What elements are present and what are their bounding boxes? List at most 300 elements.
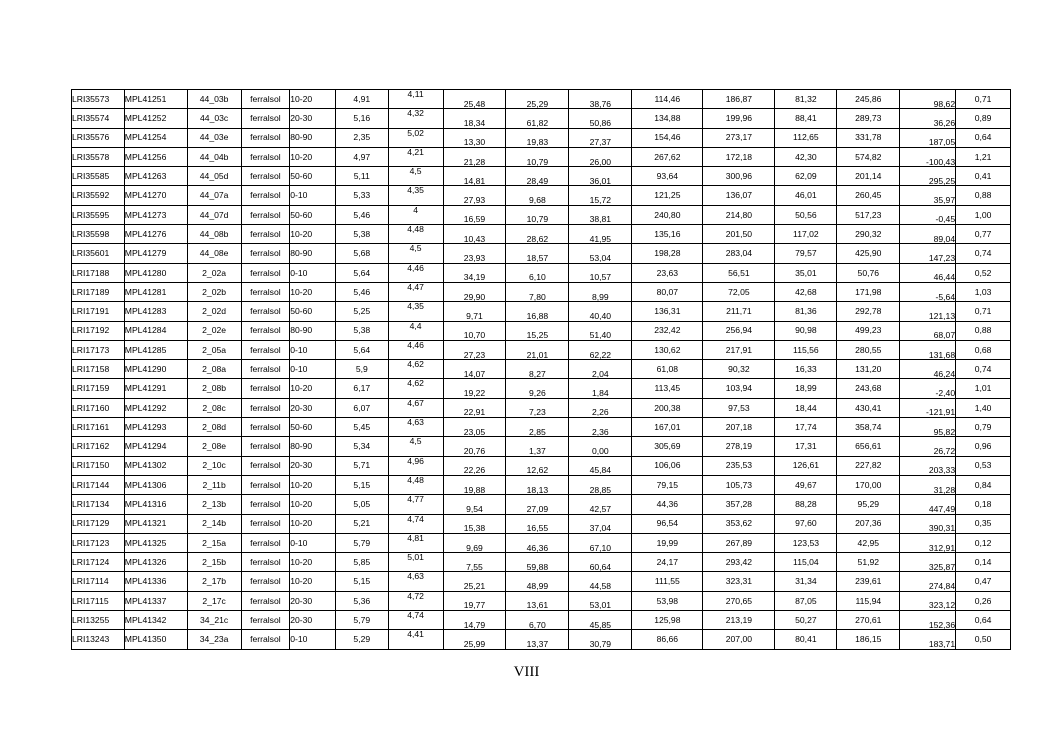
table-cell: 10,57 bbox=[569, 263, 632, 282]
table-cell: 126,61 bbox=[775, 456, 837, 475]
table-cell: 95,82 bbox=[900, 418, 956, 437]
table-cell: 214,80 bbox=[703, 205, 775, 224]
table-cell: LRI17150 bbox=[72, 456, 125, 475]
table-cell: 274,84 bbox=[900, 572, 956, 591]
table-cell: 4,47 bbox=[388, 282, 443, 301]
table-cell: 46,01 bbox=[775, 186, 837, 205]
table-cell: 134,88 bbox=[632, 109, 703, 128]
table-cell: 9,54 bbox=[443, 495, 506, 514]
table-cell: MPL41325 bbox=[124, 533, 187, 552]
table-cell: ferralsol bbox=[241, 282, 290, 301]
table-cell: 447,49 bbox=[900, 495, 956, 514]
table-cell: 183,71 bbox=[900, 630, 956, 649]
table-cell: 5,05 bbox=[335, 495, 388, 514]
table-cell: 28,85 bbox=[569, 475, 632, 494]
table-cell: 15,72 bbox=[569, 186, 632, 205]
table-cell: 4,35 bbox=[388, 186, 443, 205]
table-cell: 4 bbox=[388, 205, 443, 224]
table-cell: 273,17 bbox=[703, 128, 775, 147]
table-cell: 98,62 bbox=[900, 90, 956, 109]
table-cell: MPL41290 bbox=[124, 360, 187, 379]
table-cell: 207,36 bbox=[837, 514, 900, 533]
table-cell: 0,84 bbox=[956, 475, 1011, 494]
table-cell: 217,91 bbox=[703, 340, 775, 359]
table-cell: 44,58 bbox=[569, 572, 632, 591]
table-row bbox=[72, 456, 1011, 475]
table-cell: 4,62 bbox=[388, 379, 443, 398]
table-cell: 4,46 bbox=[388, 263, 443, 282]
table-cell: 207,18 bbox=[703, 418, 775, 437]
table-cell: 7,80 bbox=[506, 282, 569, 301]
table-cell: 50-60 bbox=[290, 418, 336, 437]
table-cell: 62,22 bbox=[569, 340, 632, 359]
table-cell: ferralsol bbox=[241, 456, 290, 475]
table-cell: 135,16 bbox=[632, 225, 703, 244]
table-cell: 37,04 bbox=[569, 514, 632, 533]
table-cell: 5,01 bbox=[388, 553, 443, 572]
table-cell: 2_14b bbox=[187, 514, 241, 533]
table-cell: 21,01 bbox=[506, 340, 569, 359]
table-cell: ferralsol bbox=[241, 128, 290, 147]
table-cell: 187,05 bbox=[900, 128, 956, 147]
table-cell: 80-90 bbox=[290, 321, 336, 340]
table-cell: 2_08e bbox=[187, 437, 241, 456]
table-cell: LRI17158 bbox=[72, 360, 125, 379]
table-cell: LRI17159 bbox=[72, 379, 125, 398]
table-cell: 270,65 bbox=[703, 591, 775, 610]
table-cell: 44_03b bbox=[187, 90, 241, 109]
table-cell: 34_23a bbox=[187, 630, 241, 649]
table-cell: 9,69 bbox=[443, 533, 506, 552]
table-cell: ferralsol bbox=[241, 553, 290, 572]
table-cell: 14,07 bbox=[443, 360, 506, 379]
table-cell: 8,99 bbox=[569, 282, 632, 301]
table-cell: LRI35598 bbox=[72, 225, 125, 244]
table-cell: 121,13 bbox=[900, 302, 956, 321]
table-row bbox=[72, 186, 1011, 205]
table-cell: LRI13255 bbox=[72, 611, 125, 630]
table-cell: 2_08a bbox=[187, 360, 241, 379]
table-cell: MPL41270 bbox=[124, 186, 187, 205]
table-cell: 0-10 bbox=[290, 186, 336, 205]
table-cell: ferralsol bbox=[241, 225, 290, 244]
table-cell: 171,98 bbox=[837, 282, 900, 301]
table-cell: 19,88 bbox=[443, 475, 506, 494]
table-cell: 203,33 bbox=[900, 456, 956, 475]
table-cell: 50-60 bbox=[290, 302, 336, 321]
table-cell: LRI17124 bbox=[72, 553, 125, 572]
table-cell: 4,5 bbox=[388, 167, 443, 186]
table-cell: MPL41256 bbox=[124, 147, 187, 166]
table-cell: 72,05 bbox=[703, 282, 775, 301]
table-cell: 42,68 bbox=[775, 282, 837, 301]
table-cell: -0,45 bbox=[900, 205, 956, 224]
table-cell: 5,64 bbox=[335, 340, 388, 359]
table-cell: LRI35576 bbox=[72, 128, 125, 147]
table-cell: 19,99 bbox=[632, 533, 703, 552]
table-row bbox=[72, 379, 1011, 398]
table-cell: 207,00 bbox=[703, 630, 775, 649]
table-cell: 38,81 bbox=[569, 205, 632, 224]
table-cell: 5,25 bbox=[335, 302, 388, 321]
table-cell: 16,88 bbox=[506, 302, 569, 321]
table-cell: MPL41263 bbox=[124, 167, 187, 186]
table-cell: 331,78 bbox=[837, 128, 900, 147]
table-cell: MPL41302 bbox=[124, 456, 187, 475]
table-cell: 6,07 bbox=[335, 398, 388, 417]
table-cell: ferralsol bbox=[241, 418, 290, 437]
table-cell: 4,46 bbox=[388, 340, 443, 359]
table-cell: 172,18 bbox=[703, 147, 775, 166]
table-cell: LRI17144 bbox=[72, 475, 125, 494]
table-cell: 0-10 bbox=[290, 340, 336, 359]
table-cell: 53,98 bbox=[632, 591, 703, 610]
table-cell: 25,21 bbox=[443, 572, 506, 591]
table-cell: 0,74 bbox=[956, 360, 1011, 379]
table-cell: -5,64 bbox=[900, 282, 956, 301]
table-cell: 44_08e bbox=[187, 244, 241, 263]
table-cell: 4,32 bbox=[388, 109, 443, 128]
table-cell: 18,13 bbox=[506, 475, 569, 494]
table-cell: LRI17188 bbox=[72, 263, 125, 282]
table-cell: 38,76 bbox=[569, 90, 632, 109]
table-cell: 105,73 bbox=[703, 475, 775, 494]
table-cell: 121,25 bbox=[632, 186, 703, 205]
table-cell: 31,28 bbox=[900, 475, 956, 494]
table-cell: 42,30 bbox=[775, 147, 837, 166]
table-cell: 35,01 bbox=[775, 263, 837, 282]
table-cell: ferralsol bbox=[241, 302, 290, 321]
table-cell: ferralsol bbox=[241, 379, 290, 398]
table-cell: 154,46 bbox=[632, 128, 703, 147]
table-cell: MPL41294 bbox=[124, 437, 187, 456]
table-cell: 23,05 bbox=[443, 418, 506, 437]
table-cell: 5,46 bbox=[335, 205, 388, 224]
table-cell: ferralsol bbox=[241, 186, 290, 205]
table-cell: 56,51 bbox=[703, 263, 775, 282]
table-cell: 0,53 bbox=[956, 456, 1011, 475]
table-cell: LRI35573 bbox=[72, 90, 125, 109]
table-row bbox=[72, 225, 1011, 244]
table-cell: 353,62 bbox=[703, 514, 775, 533]
table-cell: 5,15 bbox=[335, 572, 388, 591]
table-cell: 2,36 bbox=[569, 418, 632, 437]
table-cell: 325,87 bbox=[900, 553, 956, 572]
table-row bbox=[72, 321, 1011, 340]
table-cell: 2_10c bbox=[187, 456, 241, 475]
table-cell: 5,38 bbox=[335, 225, 388, 244]
table-cell: 115,04 bbox=[775, 553, 837, 572]
table-cell: 2_02d bbox=[187, 302, 241, 321]
table-cell: 17,31 bbox=[775, 437, 837, 456]
table-row bbox=[72, 398, 1011, 417]
table-cell: 4,62 bbox=[388, 360, 443, 379]
table-cell: 4,63 bbox=[388, 572, 443, 591]
table-row bbox=[72, 553, 1011, 572]
table-cell: 283,04 bbox=[703, 244, 775, 263]
table-cell: 2_13b bbox=[187, 495, 241, 514]
table-cell: 117,02 bbox=[775, 225, 837, 244]
table-cell: ferralsol bbox=[241, 533, 290, 552]
table-cell: LRI17134 bbox=[72, 495, 125, 514]
table-cell: 2,04 bbox=[569, 360, 632, 379]
table-cell: 186,15 bbox=[837, 630, 900, 649]
table-cell: 1,84 bbox=[569, 379, 632, 398]
table-cell: 4,72 bbox=[388, 591, 443, 610]
table-cell: MPL41337 bbox=[124, 591, 187, 610]
table-cell: 0-10 bbox=[290, 263, 336, 282]
table-cell: ferralsol bbox=[241, 398, 290, 417]
table-cell: 50-60 bbox=[290, 167, 336, 186]
table-cell: 97,60 bbox=[775, 514, 837, 533]
table-cell: LRI17162 bbox=[72, 437, 125, 456]
table-cell: 2_15a bbox=[187, 533, 241, 552]
table-cell: 4,74 bbox=[388, 611, 443, 630]
table-cell: 10,79 bbox=[506, 205, 569, 224]
table-cell: 289,73 bbox=[837, 109, 900, 128]
table-cell: -121,91 bbox=[900, 398, 956, 417]
table-cell: ferralsol bbox=[241, 321, 290, 340]
table-cell: 48,99 bbox=[506, 572, 569, 591]
table-cell: 14,79 bbox=[443, 611, 506, 630]
table-cell: MPL41293 bbox=[124, 418, 187, 437]
table-cell: 4,11 bbox=[388, 90, 443, 109]
table-cell: MPL41279 bbox=[124, 244, 187, 263]
table-cell: 115,56 bbox=[775, 340, 837, 359]
table-cell: 2_08d bbox=[187, 418, 241, 437]
table-cell: 22,91 bbox=[443, 398, 506, 417]
page-number: VIII bbox=[513, 664, 540, 680]
table-cell: 22,26 bbox=[443, 456, 506, 475]
table-cell: ferralsol bbox=[241, 340, 290, 359]
table-row bbox=[72, 167, 1011, 186]
table-cell: 2_08c bbox=[187, 398, 241, 417]
table-cell: 62,09 bbox=[775, 167, 837, 186]
table-cell: 45,85 bbox=[569, 611, 632, 630]
table-cell: 5,34 bbox=[335, 437, 388, 456]
table-cell: 213,19 bbox=[703, 611, 775, 630]
table-row bbox=[72, 282, 1011, 301]
table-cell: 50,76 bbox=[837, 263, 900, 282]
table-cell: ferralsol bbox=[241, 437, 290, 456]
table-cell: 25,48 bbox=[443, 90, 506, 109]
table-cell: 239,61 bbox=[837, 572, 900, 591]
table-cell: 0,77 bbox=[956, 225, 1011, 244]
table-cell: 5,46 bbox=[335, 282, 388, 301]
table-body bbox=[72, 90, 1011, 650]
table-cell: LRI17192 bbox=[72, 321, 125, 340]
table-cell: ferralsol bbox=[241, 360, 290, 379]
table-cell: 390,31 bbox=[900, 514, 956, 533]
table-cell: LRI17115 bbox=[72, 591, 125, 610]
table-row bbox=[72, 147, 1011, 166]
table-cell: LRI17123 bbox=[72, 533, 125, 552]
table-row bbox=[72, 475, 1011, 494]
table-row bbox=[72, 360, 1011, 379]
table-cell: 5,36 bbox=[335, 591, 388, 610]
table-cell: 312,91 bbox=[900, 533, 956, 552]
table-cell: 267,62 bbox=[632, 147, 703, 166]
table-cell: 14,81 bbox=[443, 167, 506, 186]
table-cell: 5,79 bbox=[335, 533, 388, 552]
table-cell: 10,43 bbox=[443, 225, 506, 244]
table-cell: 201,14 bbox=[837, 167, 900, 186]
table-cell: 2_17b bbox=[187, 572, 241, 591]
table-cell: 305,69 bbox=[632, 437, 703, 456]
table-cell: 90,32 bbox=[703, 360, 775, 379]
table-cell: 2,35 bbox=[335, 128, 388, 147]
table-cell: 5,79 bbox=[335, 611, 388, 630]
table-cell: 4,96 bbox=[388, 456, 443, 475]
table-cell: 10,79 bbox=[506, 147, 569, 166]
table-cell: 80,41 bbox=[775, 630, 837, 649]
table-cell: LRI17160 bbox=[72, 398, 125, 417]
data-table bbox=[71, 89, 1011, 650]
table-cell: ferralsol bbox=[241, 572, 290, 591]
table-cell: 5,68 bbox=[335, 244, 388, 263]
table-cell: 232,42 bbox=[632, 321, 703, 340]
table-cell: 167,01 bbox=[632, 418, 703, 437]
table-cell: 46,36 bbox=[506, 533, 569, 552]
table-cell: 80-90 bbox=[290, 244, 336, 263]
table-cell: 18,57 bbox=[506, 244, 569, 263]
table-cell: 280,55 bbox=[837, 340, 900, 359]
table-cell: 17,74 bbox=[775, 418, 837, 437]
table-cell: LRI17173 bbox=[72, 340, 125, 359]
table-cell: 88,41 bbox=[775, 109, 837, 128]
table-cell: 4,77 bbox=[388, 495, 443, 514]
table-cell: 10-20 bbox=[290, 553, 336, 572]
table-cell: MPL41284 bbox=[124, 321, 187, 340]
table-cell: 5,85 bbox=[335, 553, 388, 572]
table-cell: 25,99 bbox=[443, 630, 506, 649]
table-cell: 44_08b bbox=[187, 225, 241, 244]
table-cell: 4,4 bbox=[388, 321, 443, 340]
table-cell: 0,88 bbox=[956, 186, 1011, 205]
table-cell: 51,40 bbox=[569, 321, 632, 340]
table-cell: 10-20 bbox=[290, 475, 336, 494]
table-cell: 19,77 bbox=[443, 591, 506, 610]
table-cell: 46,24 bbox=[900, 360, 956, 379]
table-cell: 5,16 bbox=[335, 109, 388, 128]
table-cell: 5,38 bbox=[335, 321, 388, 340]
table-cell: MPL41306 bbox=[124, 475, 187, 494]
table-cell: 5,71 bbox=[335, 456, 388, 475]
table-cell: MPL41321 bbox=[124, 514, 187, 533]
table-cell: 27,93 bbox=[443, 186, 506, 205]
table-cell: 86,66 bbox=[632, 630, 703, 649]
table-cell: 0,52 bbox=[956, 263, 1011, 282]
table-cell: 5,64 bbox=[335, 263, 388, 282]
table-cell: 9,71 bbox=[443, 302, 506, 321]
table-cell: MPL41273 bbox=[124, 205, 187, 224]
table-cell: LRI17189 bbox=[72, 282, 125, 301]
table-cell: 44_03c bbox=[187, 109, 241, 128]
table-row bbox=[72, 205, 1011, 224]
table-cell: 5,9 bbox=[335, 360, 388, 379]
table-cell: 20-30 bbox=[290, 591, 336, 610]
table-cell: 18,44 bbox=[775, 398, 837, 417]
table-cell: ferralsol bbox=[241, 611, 290, 630]
table-cell: 0,64 bbox=[956, 128, 1011, 147]
table-cell: 0,68 bbox=[956, 340, 1011, 359]
table-cell: 81,32 bbox=[775, 90, 837, 109]
table-cell: ferralsol bbox=[241, 263, 290, 282]
table-cell: MPL41291 bbox=[124, 379, 187, 398]
table-cell: 20,76 bbox=[443, 437, 506, 456]
table-row bbox=[72, 244, 1011, 263]
table-cell: 2_02b bbox=[187, 282, 241, 301]
table-cell: 295,25 bbox=[900, 167, 956, 186]
table-cell: 21,28 bbox=[443, 147, 506, 166]
table-row bbox=[72, 630, 1011, 649]
table-cell: 199,96 bbox=[703, 109, 775, 128]
table-cell: 4,74 bbox=[388, 514, 443, 533]
table-cell: 61,08 bbox=[632, 360, 703, 379]
table-cell: 5,33 bbox=[335, 186, 388, 205]
table-cell: 10,70 bbox=[443, 321, 506, 340]
table-cell: 79,15 bbox=[632, 475, 703, 494]
table-cell: MPL41326 bbox=[124, 553, 187, 572]
table-cell: 0-10 bbox=[290, 630, 336, 649]
table-cell: 10-20 bbox=[290, 379, 336, 398]
table-cell: 131,68 bbox=[900, 340, 956, 359]
table-cell: 113,45 bbox=[632, 379, 703, 398]
table-cell: 0,71 bbox=[956, 302, 1011, 321]
table-cell: 40,40 bbox=[569, 302, 632, 321]
table-cell: 29,90 bbox=[443, 282, 506, 301]
table-cell: 4,48 bbox=[388, 225, 443, 244]
table-cell: 656,61 bbox=[837, 437, 900, 456]
table-cell: 41,95 bbox=[569, 225, 632, 244]
table-cell: 0,18 bbox=[956, 495, 1011, 514]
table-cell: LRI17129 bbox=[72, 514, 125, 533]
table-cell: 267,89 bbox=[703, 533, 775, 552]
table-cell: 278,19 bbox=[703, 437, 775, 456]
table-cell: ferralsol bbox=[241, 244, 290, 263]
table-cell: 4,35 bbox=[388, 302, 443, 321]
table-cell: 323,31 bbox=[703, 572, 775, 591]
table-cell: 44_07a bbox=[187, 186, 241, 205]
table-cell: 235,53 bbox=[703, 456, 775, 475]
table-cell: 80-90 bbox=[290, 128, 336, 147]
table-cell: 23,93 bbox=[443, 244, 506, 263]
table-cell: 1,03 bbox=[956, 282, 1011, 301]
table-cell: 4,81 bbox=[388, 533, 443, 552]
table-cell: 95,29 bbox=[837, 495, 900, 514]
table-cell: 170,00 bbox=[837, 475, 900, 494]
table-cell: 46,44 bbox=[900, 263, 956, 282]
table-cell: 201,50 bbox=[703, 225, 775, 244]
table-cell: MPL41251 bbox=[124, 90, 187, 109]
table-cell: 79,57 bbox=[775, 244, 837, 263]
table-cell: 10-20 bbox=[290, 90, 336, 109]
table-cell: MPL41285 bbox=[124, 340, 187, 359]
table-cell: 9,26 bbox=[506, 379, 569, 398]
table-cell: MPL41283 bbox=[124, 302, 187, 321]
table-cell: 357,28 bbox=[703, 495, 775, 514]
table-cell: 16,33 bbox=[775, 360, 837, 379]
table-cell: 4,5 bbox=[388, 437, 443, 456]
table-cell: 123,53 bbox=[775, 533, 837, 552]
table-cell: 10-20 bbox=[290, 495, 336, 514]
table-cell: 240,80 bbox=[632, 205, 703, 224]
table-cell: ferralsol bbox=[241, 591, 290, 610]
table-cell: 25,29 bbox=[506, 90, 569, 109]
table-cell: MPL41281 bbox=[124, 282, 187, 301]
table-cell: 292,78 bbox=[837, 302, 900, 321]
table-cell: ferralsol bbox=[241, 167, 290, 186]
